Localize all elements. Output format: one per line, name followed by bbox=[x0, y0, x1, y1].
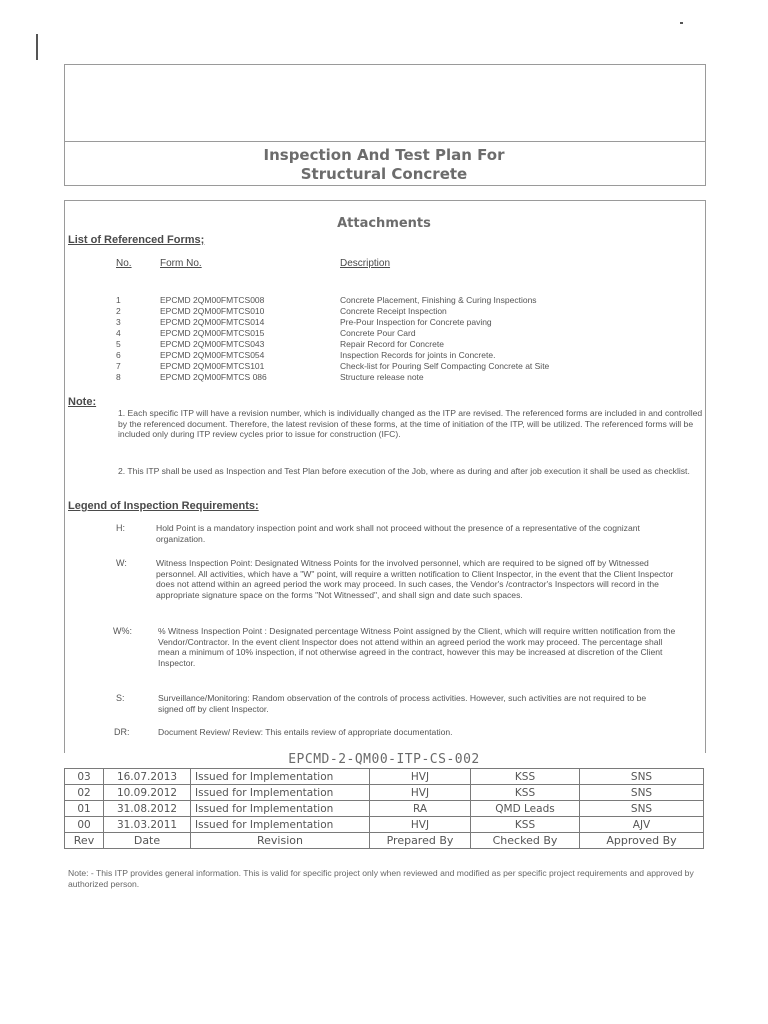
col-no-header: No. bbox=[116, 258, 132, 269]
legend-text-w: Witness Inspection Point: Designated Witness Points for the involved personnel, which are required to be signed off by Witnessed personnel. All activities, which have a "W" point, will require a written notification to Client Inspector, in the event that the Client Inspector does not attend within an agreed period the work may proceed. In such cases, the Vendor's /contractor's Inspectors will record in the appropriate signature space on the forms "Not Witnessed", and shall sign and date such spaces. bbox=[156, 558, 674, 600]
list-item: 3 EPCMD 2QM00FMTCS014 Pre-Pour Inspection for Concrete paving bbox=[116, 317, 492, 327]
doc-title-line-2: Structural Concrete bbox=[300, 165, 468, 183]
list-item: 7 EPCMD 2QM00FMTCS101 Check-list for Pouring Self Compacting Concrete at Site bbox=[116, 361, 550, 371]
list-item: 8 EPCMD 2QM00FMTCS 086 Structure release note bbox=[116, 372, 424, 382]
legend-text-h: Hold Point is a mandatory inspection point and work shall not proceed without the presence of a representative of the cognizant organization. bbox=[156, 523, 640, 544]
document-code: EPCMD-2-QM00-ITP-CS-002 bbox=[288, 752, 480, 767]
legend-text-dr: Document Review/ Review: This entails review of appropriate documentation. bbox=[158, 727, 453, 737]
table-row: 02 10.09.2012 Issued for Implementation HVJ KSS SNS bbox=[65, 785, 704, 801]
scan-mark bbox=[36, 34, 38, 60]
table-row: 01 31.08.2012 Issued for Implementation RA QMD Leads SNS bbox=[65, 801, 704, 817]
attachments-heading: Attachments bbox=[337, 216, 431, 231]
legend-text-w-percent: % Witness Inspection Point : Designated percentage Witness Point assigned by the Client, which will require written notification from the Vendor/Contractor. In the event client Inspector does not attend within an agreed period the work may proceed. The percentage shall mean a minimum of 10% inspection, if not otherwise agreed in the contract, however this may be increased at discretion of the Client Inspector. bbox=[158, 626, 676, 668]
list-item: 6 EPCMD 2QM00FMTCS054 Inspection Records for joints in Concrete. bbox=[116, 350, 496, 360]
col-description-header: Description bbox=[340, 258, 391, 269]
forms-heading: List of Referenced Forms; bbox=[68, 234, 205, 246]
list-item: 2 EPCMD 2QM00FMTCS010 Concrete Receipt Inspection bbox=[116, 306, 447, 316]
list-item: 5 EPCMD 2QM00FMTCS043 Repair Record for Concrete bbox=[116, 339, 444, 349]
legend-key-w: W: bbox=[116, 558, 127, 568]
note-item-1: 1. Each specific ITP will have a revision number, which is individually changed as the ITP are revised. The referenced forms are included in and controlled by the referenced document. Therefore, the latest revision of these forms, at the time of initiation of the ITP, will be utilized. The referenced forms will be included only during ITP review cycles prior to issue for construction (IFC). bbox=[118, 408, 703, 440]
legend-heading: Legend of Inspection Requirements: bbox=[68, 500, 259, 512]
note-heading: Note: bbox=[68, 396, 97, 408]
legend-key-s: S: bbox=[116, 693, 125, 703]
list-item: 1 EPCMD 2QM00FMTCS008 Concrete Placement, Finishing & Curing Inspections bbox=[116, 295, 537, 305]
legend-key-dr: DR: bbox=[114, 727, 130, 737]
table-row: 00 31.03.2011 Issued for Implementation HVJ KSS AJV bbox=[65, 817, 704, 833]
col-form-no-header: Form No. bbox=[160, 258, 202, 269]
table-header-row: Rev Date Revision Prepared By Checked By Approved By bbox=[65, 833, 704, 849]
legend-text-s: Surveillance/Monitoring: Random observation of the controls of process activities. However, such activities are not required to be signed off by client Inspector. bbox=[158, 693, 647, 714]
legend-key-w-percent: W%: bbox=[113, 626, 132, 636]
scan-mark bbox=[680, 22, 683, 24]
list-item: 4 EPCMD 2QM00FMTCS015 Concrete Pour Card bbox=[116, 328, 416, 338]
table-row: 03 16.07.2013 Issued for Implementation HVJ KSS SNS bbox=[65, 769, 704, 785]
doc-title-line-1: Inspection And Test Plan For bbox=[263, 146, 505, 164]
revision-table bbox=[64, 768, 704, 849]
footer-note: Note: - This ITP provides general information. This is valid for specific project only when reviewed and modified as per specific project requirements and approved by authorized person. bbox=[68, 868, 694, 889]
legend-key-h: H: bbox=[116, 523, 125, 533]
note-item-2: 2. This ITP shall be used as Inspection and Test Plan before execution of the Job, where as during and after job execution it shall be used as checklist. bbox=[118, 466, 690, 476]
header-divider bbox=[64, 141, 705, 142]
